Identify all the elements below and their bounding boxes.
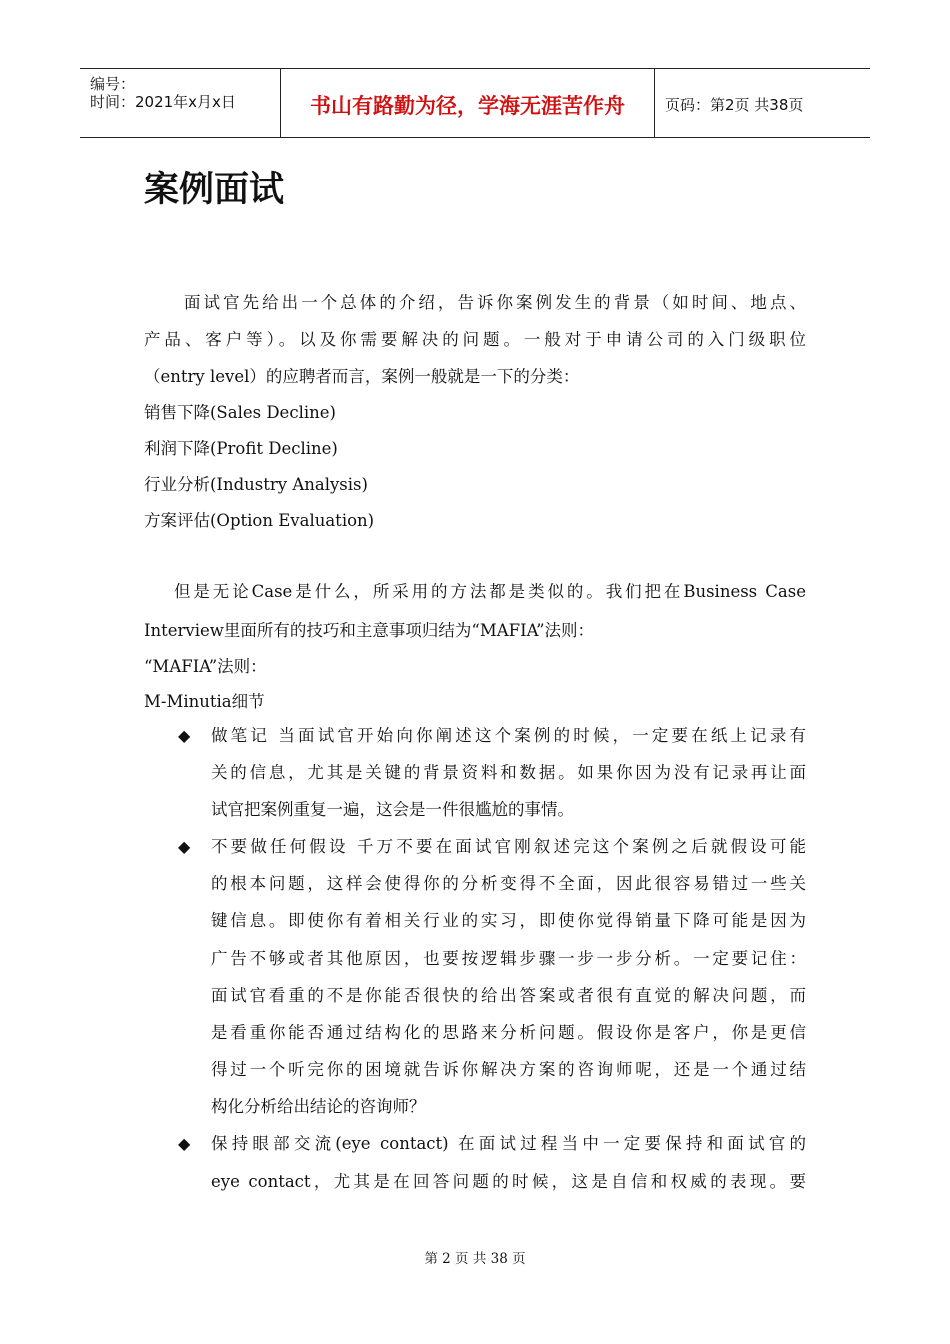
header-motto: 书山有路勤为径，学海无涯苦作舟: [310, 94, 625, 118]
bullet-line: 的根本问题，这样会使得你的分析变得不全面，因此很容易错过一些关: [211, 874, 806, 893]
category-item: 销售下降(Sales Decline): [144, 403, 336, 422]
section-heading-minutia: M-Minutia细节: [144, 692, 265, 711]
bullet-line: 试官把案例重复一遍，这会是一件很尴尬的事情。: [211, 800, 574, 819]
bullet-line: 面试官看重的不是你能否很快的给出答案或者很有直觉的解决问题，而: [211, 986, 806, 1005]
bullet-line: 不要做任何假设 千万不要在面试官刚叙述完这个案例之后就假设可能: [211, 837, 806, 856]
bullet-line: 是看重你能否通过结构化的思路来分析问题。假设你是客户，你是更信: [211, 1023, 806, 1042]
category-item: 利润下降(Profit Decline): [144, 439, 338, 458]
paragraph-line: Interview里面所有的技巧和主意事项归结为“MAFIA”法则：: [144, 621, 595, 640]
header-info-cell: [80, 69, 280, 137]
bullet-line: eye contact，尤其是在回答问题的时候，这是自信和权威的表现。要: [211, 1172, 806, 1191]
document-time-label: 时间：2021年x月x日: [90, 93, 236, 111]
bullet-diamond-icon: ◆: [178, 1134, 191, 1153]
mafia-heading: “MAFIA”法则：: [144, 657, 267, 676]
document-number-label: 编号：: [90, 75, 136, 93]
bullet-line: 得过一个听完你的困境就告诉你解决方案的咨询师呢，还是一个通过结: [211, 1060, 806, 1079]
bullet-line: 广告不够或者其他原因，也要按逻辑步骤一步一步分析。一定要记住：: [211, 949, 806, 968]
category-item: 方案评估(Option Evaluation): [144, 511, 375, 530]
bullet-line: 键信息。即使你有着相关行业的实习，即使你觉得销量下降可能是因为: [211, 911, 806, 930]
header-page-info: 页码：第2页 共38页: [665, 96, 804, 114]
paragraph-line: 但是无论Case是什么，所采用的方法都是类似的。我们把在Business Case: [174, 582, 806, 601]
paragraph-line: 面试官先给出一个总体的介绍，告诉你案例发生的背景（如时间、地点、: [184, 293, 806, 312]
paragraph-line: （entry level）的应聘者而言，案例一般就是一下的分类：: [144, 367, 580, 386]
bullet-line: 关的信息，尤其是关键的背景资料和数据。如果你因为没有记录再让面: [211, 763, 806, 782]
header-motto-cell: [280, 69, 655, 137]
header-page-cell: [655, 69, 870, 137]
page-header: [80, 68, 870, 138]
bullet-line: 做笔记 当面试官开始向你阐述这个案例的时候，一定要在纸上记录有: [211, 726, 806, 745]
bullet-diamond-icon: ◆: [178, 837, 191, 856]
category-item: 行业分析(Industry Analysis): [144, 475, 368, 494]
bullet-diamond-icon: ◆: [178, 726, 191, 745]
page-footer: 第 2 页 共 38 页: [424, 1251, 526, 1267]
paragraph-line: 产品、客户等）。以及你需要解决的问题。一般对于申请公司的入门级职位: [144, 330, 806, 349]
page-title: 案例面试: [144, 170, 285, 210]
bullet-line: 保持眼部交流(eye contact) 在面试过程当中一定要保持和面试官的: [211, 1134, 806, 1153]
bullet-line: 构化分析给出结论的咨询师？: [211, 1097, 426, 1116]
